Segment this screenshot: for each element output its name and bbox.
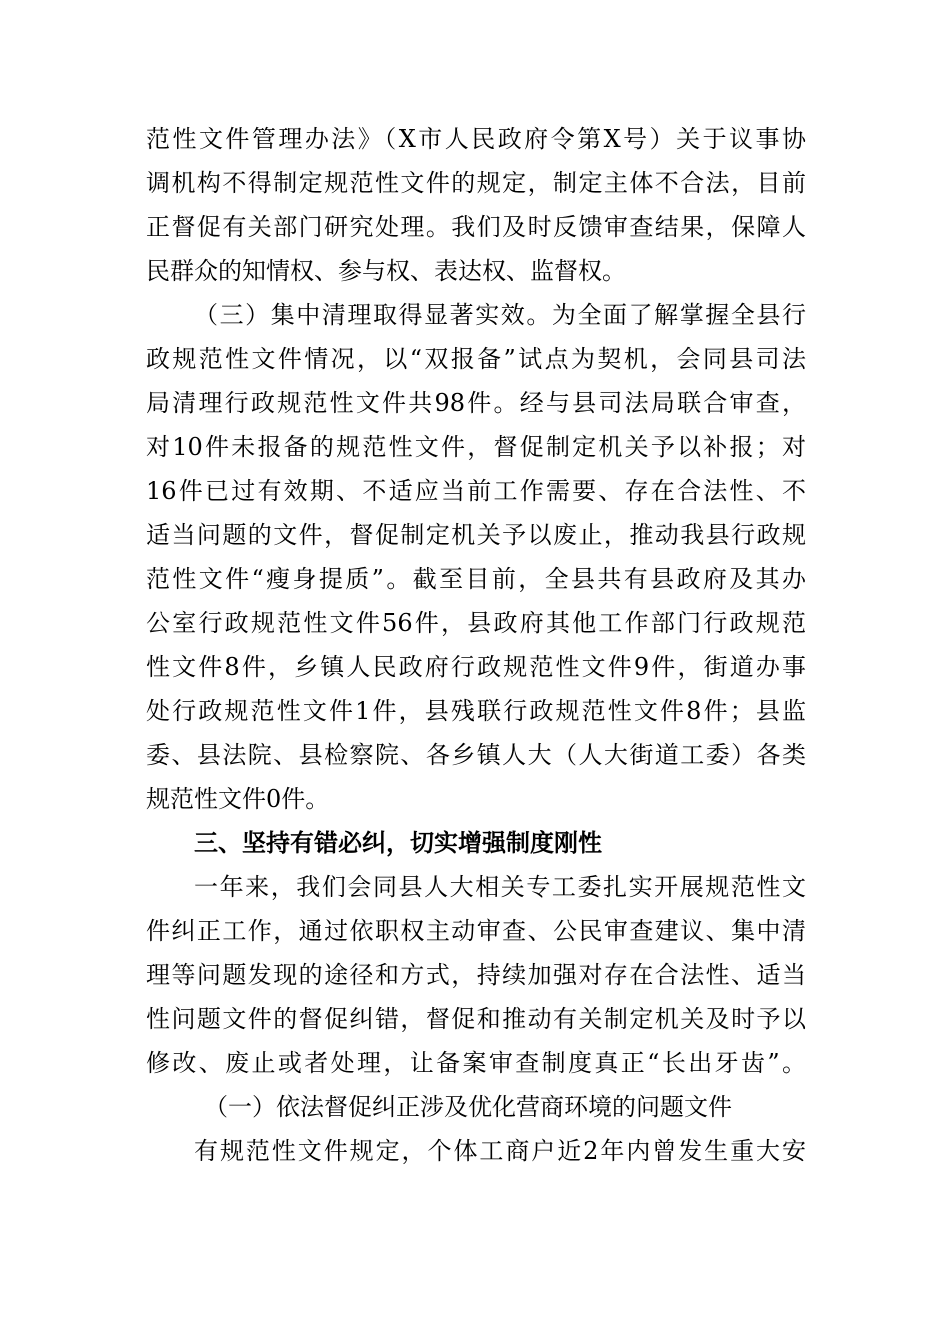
- text-line: 性问题文件的督促纠错，督促和推动有关制定机关及时予以: [146, 1005, 806, 1033]
- text-line: 规范性文件0件。: [146, 785, 330, 813]
- text-line: 局清理行政规范性文件共98件。经与县司法局联合审查，: [146, 389, 806, 417]
- text-line: 处行政规范性文件1件，县残联行政规范性文件8件；县监: [146, 697, 806, 725]
- text-line: 理等问题发现的途径和方式，持续加强对存在合法性、适当: [146, 961, 806, 989]
- text-line: 对10件未报备的规范性文件，督促制定机关予以补报；对: [146, 433, 806, 461]
- text-line: 政规范性文件情况，以“双报备”试点为契机，会同县司法: [146, 345, 806, 373]
- text-line: 有规范性文件规定，个体工商户近2年内曾发生重大安: [194, 1137, 806, 1165]
- text-line: 性文件8件，乡镇人民政府行政规范性文件9件，街道办事: [146, 653, 806, 681]
- text-line: 16件已过有效期、不适应当前工作需要、存在合法性、不: [146, 477, 806, 505]
- section-3-heading-line: （三）集中清理取得显著实效。为全面了解掌握全县行: [194, 301, 806, 329]
- text-line: 范性文件“瘦身提质”。截至目前，全县共有县政府及其办: [146, 565, 806, 593]
- text-line: 公室行政规范性文件56件，县政府其他工作部门行政规范: [146, 609, 806, 637]
- text-line: 民群众的知情权、参与权、表达权、监督权。: [146, 257, 626, 285]
- text-line: 适当问题的文件，督促制定机关予以废止，推动我县行政规: [146, 521, 806, 549]
- text-line: 调机构不得制定规范性文件的规定，制定主体不合法，目前: [146, 169, 806, 197]
- text-line: 一年来，我们会同县人大相关专工委扎实开展规范性文: [194, 873, 806, 901]
- text-line: 委、县法院、县检察院、各乡镇人大（人大街道工委）各类: [146, 741, 806, 769]
- chapter-heading: 三、坚持有错必纠，切实增强制度刚性: [194, 829, 602, 857]
- document-body: [146, 117, 806, 1173]
- text-line: 件纠正工作，通过依职权主动审查、公民审查建议、集中清: [146, 917, 806, 945]
- text-line: 范性文件管理办法》（X市人民政府令第X号）关于议事协: [146, 125, 806, 153]
- subsection-heading: （一）依法督促纠正涉及优化营商环境的问题文件: [204, 1093, 732, 1121]
- text-line: 正督促有关部门研究处理。我们及时反馈审查结果，保障人: [146, 213, 806, 241]
- text-line: 修改、废止或者处理，让备案审查制度真正“长出牙齿”。: [146, 1049, 806, 1077]
